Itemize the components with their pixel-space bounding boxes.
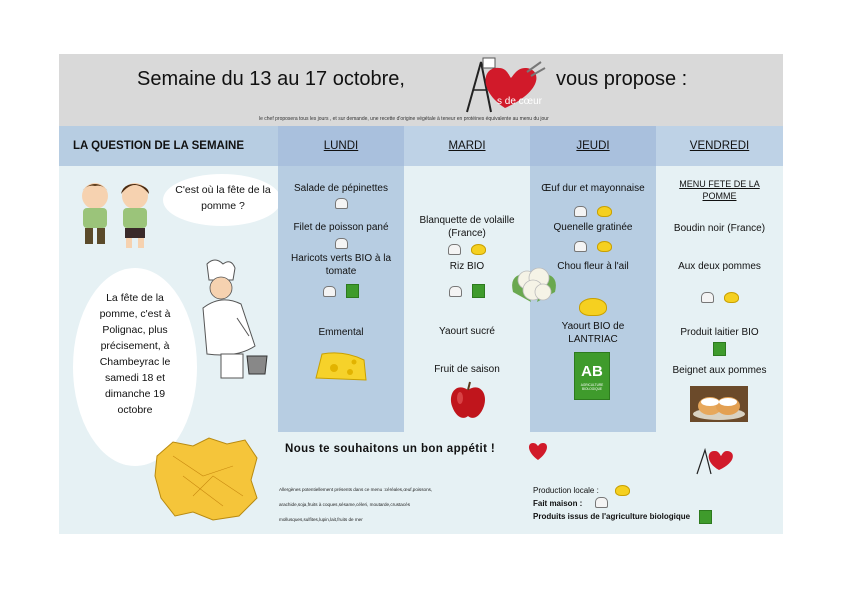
menu-item: Filet de poisson pané (293, 222, 389, 233)
menu-item: Chou fleur à l'ail (557, 261, 629, 272)
menu-item: Fruit de saison (434, 364, 500, 375)
menu-item: Produit laitier BIO (680, 327, 759, 338)
menu-item-title: MENU FETE DE LA POMME (679, 179, 760, 201)
ab-logo-text: AB (581, 363, 603, 380)
day-column-vendredi (656, 126, 783, 432)
title-week: Semaine du 13 au 17 octobre, (137, 68, 405, 90)
day-heading-vendredi: VENDREDI (656, 126, 783, 166)
apple-illustration (448, 380, 488, 422)
day-heading-jeudi: JEUDI (530, 126, 656, 166)
chef-hat-icon (701, 292, 714, 303)
local-product-icon (597, 241, 612, 252)
chef-hat-icon (323, 286, 336, 297)
legend-bio: Produits issus de l'agriculture biologique (533, 512, 691, 521)
beignet-illustration (690, 386, 748, 422)
question-heading: LA QUESTION DE LA SEMAINE (73, 140, 245, 152)
allergens-line-1: Allergènes potentiellement présents dans ce menu :céréales,œuf,poissons, (279, 487, 433, 492)
menu-item: Blanquette de volaille (France) (419, 215, 515, 239)
day-heading-mardi: MARDI (404, 126, 530, 166)
menu-item: Aux deux pommes (678, 261, 761, 272)
chef-hat-icon (449, 286, 462, 297)
menu-sheet (59, 54, 783, 534)
bio-leaf-icon (346, 284, 359, 298)
bon-appetit-message: Nous te souhaitons un bon appétit ! (285, 443, 496, 455)
allergens-line-3: mollusques,sulfites,lupin,lait,fruits de mer (279, 517, 363, 522)
local-product-icon (615, 485, 630, 496)
chef-hat-icon (595, 497, 608, 508)
heart-icon (527, 441, 549, 461)
answer-text: La fête de la pomme, c'est à Polignac, plus précisement, à Chambeyrac le samedi 18 et dimanche 19 octobre (99, 292, 171, 416)
bio-leaf-icon (699, 510, 712, 524)
menu-item: Yaourt BIO de LANTRIAC (561, 321, 625, 345)
title-proposes: vous propose : (556, 68, 688, 90)
legend-local: Production locale : (533, 486, 599, 495)
ab-organic-logo (574, 352, 610, 400)
menu-item: Œuf dur et mayonnaise (541, 183, 645, 194)
chef-hat-icon (574, 206, 587, 217)
menu-item: Quenelle gratinée (553, 222, 633, 233)
as-de-coeur-logo-small (693, 446, 741, 476)
menu-item: Yaourt sucré (439, 326, 495, 337)
cheese-illustration (314, 348, 370, 384)
local-product-icon (579, 298, 607, 316)
question-heading-cell (59, 126, 278, 166)
as-de-coeur-logo (457, 56, 553, 116)
ab-logo-caption: AGRICULTURE BIOLOGIQUE (580, 383, 604, 391)
menu-item: Haricots verts BIO à la tomate (290, 253, 392, 277)
menu-item: Boudin noir (France) (673, 223, 766, 234)
local-product-icon (471, 244, 486, 255)
chef-hat-icon (448, 244, 461, 255)
bio-leaf-icon (713, 342, 726, 356)
menu-item: Salade de pépinettes (294, 183, 388, 194)
menu-item: Emmental (318, 327, 364, 338)
question-bubble (163, 174, 281, 226)
day-column-lundi (278, 126, 404, 432)
chef-hat-icon (335, 198, 348, 209)
local-product-icon (724, 292, 739, 303)
cauliflower-illustration (509, 262, 559, 312)
haute-loire-map (153, 436, 261, 522)
children-illustration (69, 178, 165, 254)
menu-item: Beignet aux pommes (672, 365, 767, 376)
bio-leaf-icon (472, 284, 485, 298)
header-band (59, 54, 783, 126)
local-product-icon (597, 206, 612, 217)
chef-hat-icon (335, 238, 348, 249)
allergens-line-2: arachide,soja,fruits à coques,sésame,céleri, moutarde,crustacés (279, 502, 410, 507)
menu-item: Riz BIO (449, 261, 485, 272)
chef-illustration (197, 258, 279, 380)
logo-text: s de cœur (497, 96, 543, 107)
subtitle-note: le chef proposera tous les jours , et sur demande, une recette d'origine végétale à teneur en protéines équivalente au menu du jour (259, 116, 549, 122)
question-text: C'est où la fête de la pomme ? (175, 184, 271, 212)
day-heading-lundi: LUNDI (278, 126, 404, 166)
chef-hat-icon (574, 241, 587, 252)
legend-fait-maison: Fait maison : (533, 499, 583, 508)
